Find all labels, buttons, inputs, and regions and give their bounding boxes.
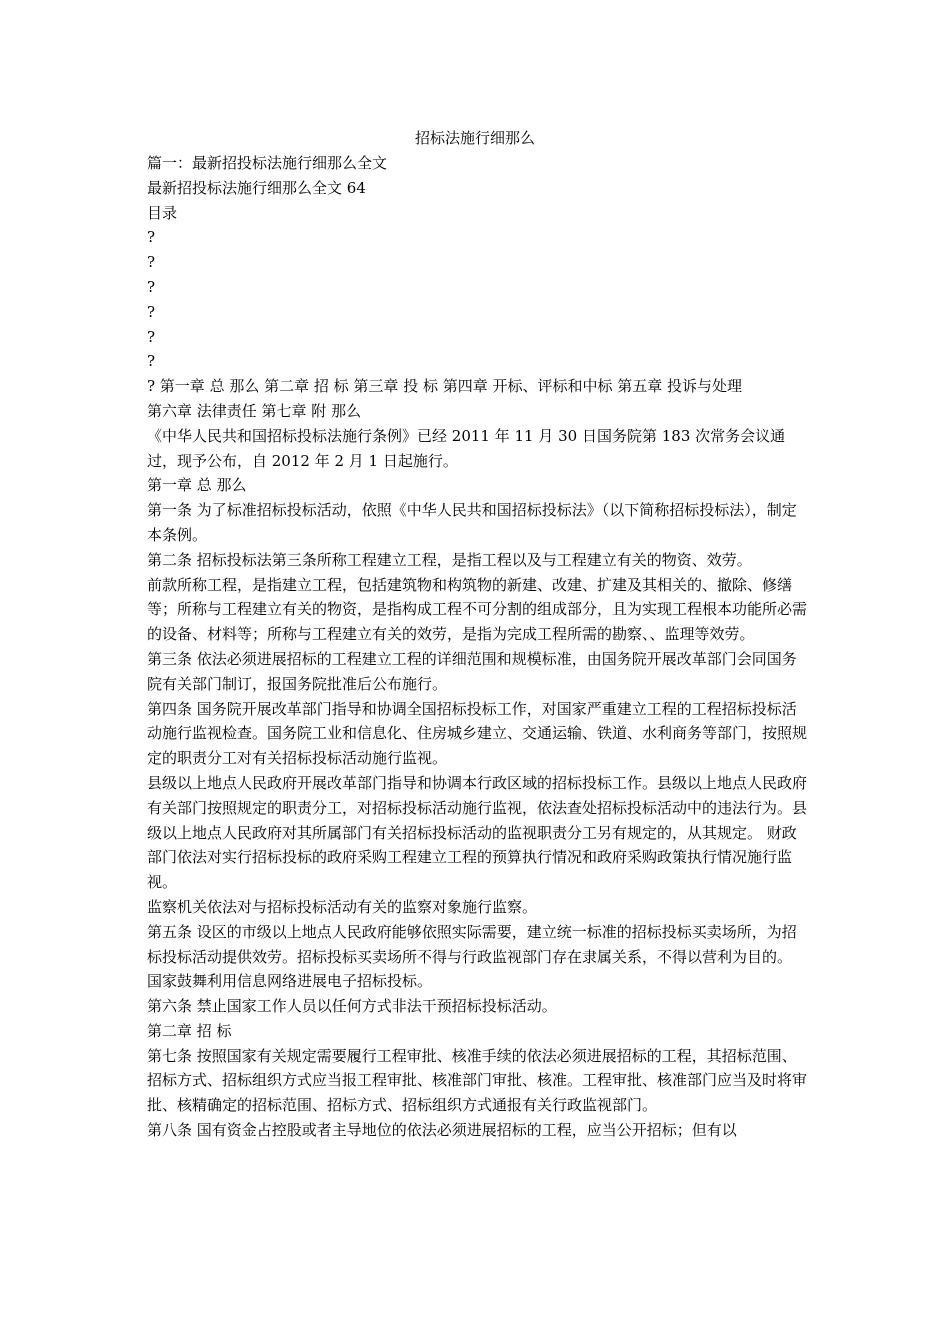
- document-body: [147, 151, 807, 1143]
- toc-item: ?: [147, 327, 156, 346]
- body-paragraph: 《中华人民共和国招标投标法施行条例》已经 2011 年 11 月 30 日国务院第 183 次常务会议通过，现予公布，自 2012 年 2 月 1 日起施行。: [147, 426, 786, 470]
- toc-item: ?: [147, 228, 156, 247]
- body-paragraph: 第八条 国有资金占控股或者主导地位的依法必须进展招标的工程，应当公开招标；但有以: [147, 1121, 737, 1140]
- body-paragraph: 第四条 国务院开展改革部门指导和协调全国招标投标工作，对国家严重建立工程的工程招标投标活动施行监视检查。国务院工业和信息化、住房城乡建立、交通运输、铁道、水利商务等部门，按照规定的职责分工对有关招标投标活动施行监视。: [147, 699, 808, 768]
- document-title: 招标法施行细那么: [414, 129, 535, 147]
- toc-chapters-line: 第六章 法律责任 第七章 附 那么: [147, 401, 362, 420]
- chapter-heading: 第一章 总 那么: [147, 476, 247, 495]
- body-paragraph: 第六条 禁止国家工作人员以任何方式非法干预招标投标活动。: [147, 997, 557, 1016]
- body-paragraph: 县级以上地点人民政府开展改革部门指导和协调本行政区域的招标投标工作。县级以上地点人民政府有关部门按照规定的职责分工，对招标投标活动施行监视，依法查处招标投标活动中的违法行为。县级以上地点人民政府对其所属部门有关招标投标活动的监视职责分工另有规定的，从其规定。 财政部门依法对实行招标投标的政府采购工程建立工程的预算执行情况和政府采购政策执行情况施行监视。: [147, 773, 808, 892]
- subtitle-line: 最新招投标法施行细那么全文 64: [147, 178, 366, 197]
- chapter-heading: 第二章 招 标: [147, 1021, 232, 1040]
- body-paragraph: 前款所称工程，是指建立工程，包括建筑物和构筑物的新建、改建、扩建及其相关的、撤除、修缮等；所称与工程建立有关的物资，是指构成工程不可分割的组成部分，且为实现工程根本功能所必需的设备、材料等；所称与工程建立有关的效劳，是指为完成工程所需的勘察、、监理等效劳。: [147, 575, 808, 644]
- toc-item: ?: [147, 277, 156, 296]
- subtitle-line: 篇一：最新招投标法施行细那么全文: [147, 154, 388, 172]
- body-paragraph: 监察机关依法对与招标投标活动有关的监察对象施行监察。: [147, 897, 538, 916]
- body-paragraph: 第一条 为了标准招标投标活动，依照《中华人民共和国招标投标法》（以下简称招标投标法），制定本条例。: [147, 501, 797, 544]
- toc-item: ?: [147, 352, 156, 371]
- toc-item: ?: [147, 253, 156, 272]
- body-paragraph: 国家鼓舞利用信息网络进展电子招标投标。: [147, 972, 433, 991]
- body-paragraph: 第七条 按照国家有关规定需要履行工程审批、核准手续的依法必须进展招标的工程，其招标范围、招标方式、招标组织方式应当报工程审批、核准部门审批、核准。工程审批、核准部门应当及时将审批、核精确定的招标范围、招标方式、招标组织方式通报有关行政监视部门。: [147, 1046, 808, 1115]
- body-paragraph: 第二条 招标投标法第三条所称工程建立工程，是指工程以及与工程建立有关的物资、效劳。: [147, 550, 752, 569]
- toc-item: ?: [147, 302, 156, 321]
- toc-heading: 目录: [147, 203, 178, 222]
- body-paragraph: 第三条 依法必须进展招标的工程建立工程的详细范围和规模标准，由国务院开展改革部门会同国务院有关部门制订，报国务院批准后公布施行。: [147, 649, 797, 693]
- toc-chapters-line: ? 第一章 总 那么 第二章 招 标 第三章 投 标 第四章 开标、评标和中标 第五章 投诉与处理: [147, 377, 743, 396]
- body-paragraph: 第五条 设区的市级以上地点人民政府能够依照实际需要，建立统一标准的招标投标买卖场所，为招标投标活动提供效劳。招标投标买卖场所不得与行政监视部门存在隶属关系，不得以营利为目的。: [147, 922, 797, 966]
